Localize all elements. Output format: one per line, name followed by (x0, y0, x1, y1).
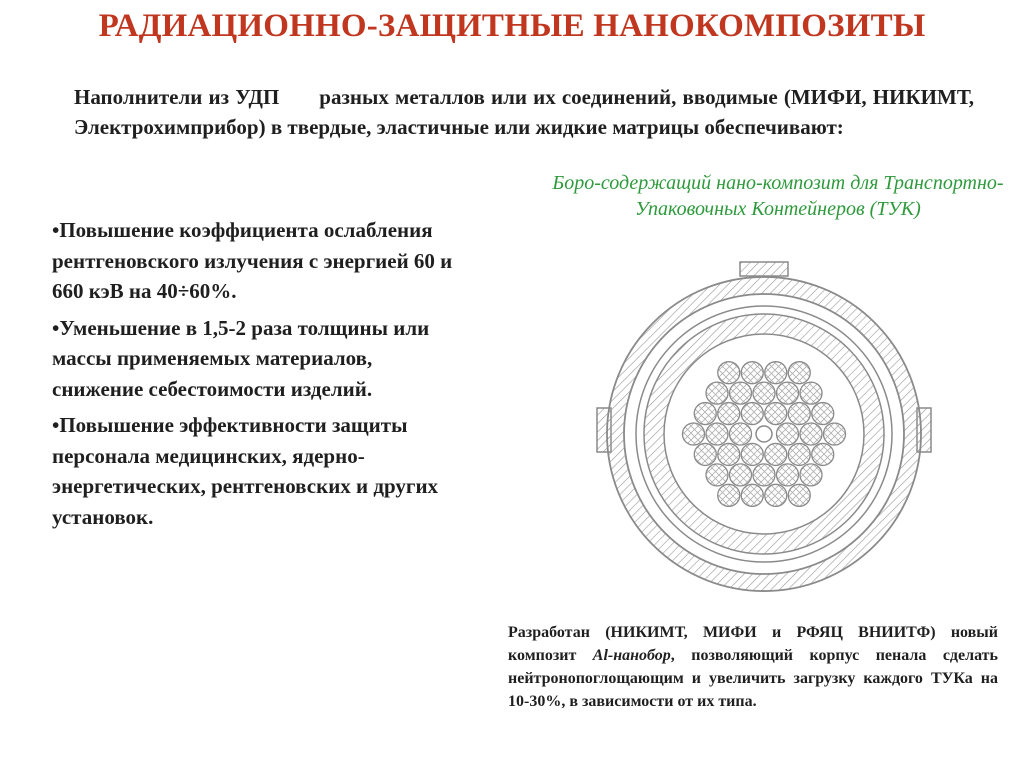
canister-element (765, 403, 787, 425)
note-text-end: , позволяющий корпус пенала сделать нейтронопоглощающим и увеличить загрузку каждого ТУКа на 10-30%, в зависимости от их типа. (508, 647, 998, 710)
note-text-start: Разработан (НИКИМТ, МИФИ и РФЯЦ ВНИИТФ) новый композит (508, 624, 998, 664)
canister-element (788, 443, 810, 465)
benefit-item-2: •Уменьшение в 1,5-2 раза толщины или массы применяемых материалов, снижение себестоимости изделий. (52, 315, 430, 401)
figure-caption: Боро-содержащий нано-композит для Транспортно-Упаковочных Контейнеров (ТУК) (552, 172, 1004, 220)
canister-element (753, 382, 775, 404)
note-material-name: Al-нанобор (592, 647, 671, 664)
canister-element (788, 403, 810, 425)
canister-element (694, 443, 716, 465)
canister-element (718, 362, 740, 384)
canister-element (706, 423, 728, 445)
canister-element (765, 362, 787, 384)
benefit-item-1: •Повышение коэффициента ослабления рентгеновского излучения с энергией 60 и 660 кэВ на 40÷60%. (52, 218, 453, 303)
canister-element (800, 464, 822, 486)
canister-element (824, 423, 846, 445)
canister-element (788, 362, 810, 384)
canister-element (800, 423, 822, 445)
canister-element (788, 484, 810, 506)
canister-element (706, 464, 728, 486)
canister-element (718, 443, 740, 465)
benefit-item-3: •Повышение эффективности защиты персонала медицинских, ядерно-энергетических, рентгеновских и других установок. (52, 413, 439, 529)
top-lug (740, 262, 788, 276)
benefits-list (52, 215, 462, 538)
intro-text-rest: разных металлов или их соединений, вводимые (МИФИ, НИКИМТ, Электрохимприбор) в твердые, эластичные или жидкие матрицы обеспечивают: (74, 85, 974, 139)
canister-element (730, 382, 752, 404)
canister-element (741, 484, 763, 506)
slide-title: РАДИАЦИОННО-ЗАЩИТНЫЕ НАНОКОМПОЗИТЫ (98, 8, 926, 44)
canister-element (812, 443, 834, 465)
canister-element (741, 362, 763, 384)
canister-element (753, 464, 775, 486)
intro-text-start: Наполнители из УДП (74, 85, 280, 109)
development-note (508, 621, 998, 713)
canister-element (777, 423, 799, 445)
canister-element (730, 464, 752, 486)
canister-element (718, 484, 740, 506)
center-channel (756, 426, 772, 442)
canister-element (730, 423, 752, 445)
canister-element (765, 443, 787, 465)
canister-element (694, 403, 716, 425)
canister-element (718, 403, 740, 425)
canister-element (706, 382, 728, 404)
canister-element (812, 403, 834, 425)
intro-paragraph (74, 82, 974, 142)
canister-element (741, 443, 763, 465)
canister-element (800, 382, 822, 404)
canister-element (777, 464, 799, 486)
canister-element (741, 403, 763, 425)
canister-element (683, 423, 705, 445)
canister-element (765, 484, 787, 506)
container-cross-section-drawing (593, 258, 935, 610)
canister-element (777, 382, 799, 404)
